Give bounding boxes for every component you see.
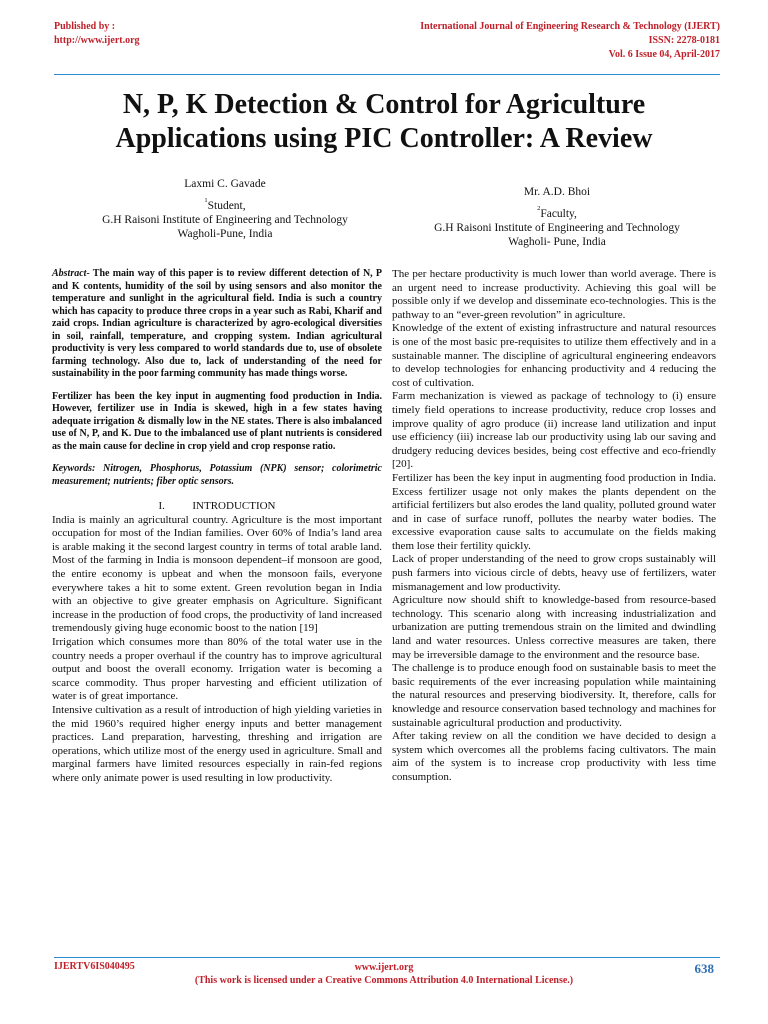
page-number: 638 — [694, 961, 714, 976]
paper-title: N, P, K Detection & Control for Agriculture Applications using PIC Controller: A Review — [115, 89, 653, 154]
author-role: Faculty, — [540, 208, 577, 220]
author-institute: G.H Raisoni Institute of Engineering and Technology — [102, 214, 348, 226]
paper-id: IJERTV6IS040495 — [54, 961, 135, 972]
paragraph: Intensive cultivation as a result of introduction of high yielding varieties in the mid 1960’s required higher energy inputs and better management practices. Land preparation, harvesting, threshing and irrigation are operations, which utilize most of the energy used in agriculture. Small and marginal farmers have limited resources especially in rain-fed regions where only animate power is used resulting in low productivity. — [52, 703, 382, 784]
site-link[interactable]: http://www.ijert.org — [54, 35, 140, 46]
author-1: Laxmi C. Gavade $^1$Student, G.H Raisoni Institute of Engineering and Technology Wagholi-Pune, India — [60, 177, 390, 241]
author-location: Wagholi-Pune, India — [177, 228, 273, 240]
paragraph: Knowledge of the extent of existing infrastructure and natural resources is one of the most basic pre-requisites to utilize them effectively and in a sustainable manner. The discipline of agricultural engineering endeavors to develop technologies for enhancing productivity and 4 reducing the cost of cultivation. — [392, 322, 716, 389]
paragraph: Irrigation which consumes more than 80% of the total water use in the country needs a proper overhaul if the country has to improve agricultural output and boost the overall economy. Irrigation water is becoming a scarce commodity. Thus proper harvesting and efficient utilization of water is of great importance. — [52, 635, 382, 703]
issn: ISSN: 2278-0181 — [648, 35, 720, 46]
license-note: (This work is licensed under a Creative Commons Attribution 4.0 International License.) — [194, 975, 574, 986]
right-column — [392, 268, 716, 785]
paragraph: Fertilizer has been the key input in augmenting food production in India. Excess fertilizer usage not only makes the plants dependent on the artificial fertilizers but also erodes the land quality, polluted ground water and in case of surface runoff, pollutes the nearby water bodies. The excessive evaporation cause salts to accumulate on the fields making them lose their fertility quickly. — [392, 471, 716, 552]
volume-issue: Vol. 6 Issue 04, April-2017 — [608, 49, 720, 60]
footer-center — [0, 961, 768, 987]
abstract-paragraph-2: Fertilizer has been the key input in augmenting food production in India. However, fertilizer use in India is skewed, high in a few states having adequate irrigation & dismally low in the NE states. There is also imbalanced use of N, P, and K. Due to the imbalanced use of plant nutrients is considered as the main cause for decline in crop yield and crop response ratio. — [52, 390, 382, 452]
left-column — [52, 268, 382, 785]
journal-block — [420, 20, 720, 62]
paragraph: The per hectare productivity is much lower than world average. There is an urgent need to increase productivity. Achieving this goal will be possible only if we develop and disseminate eco-technologies. This is the pathway to an “ever-green revolution” in agriculture. — [392, 268, 716, 321]
paragraph: The challenge is to produce enough food on sustainable basis to meet the basic requirements of the ever increasing population while maintaining the natural resources and preserving biodiversity. It, therefore, calls for knowledge and resource conservation based technology and machines for sustainable agricultural production and productivity. — [392, 662, 716, 729]
author-institute: G.H Raisoni Institute of Engineering and Technology — [434, 222, 680, 234]
published-by-label: Published by : — [54, 21, 116, 32]
paragraph: Lack of proper understanding of the need to grow crops sustainably will push farmers into vicious circle of debts, heavy use of fertilizers, water mismanagement and low productivity. — [392, 553, 716, 593]
author-location: Wagholi- Pune, India — [508, 236, 606, 248]
paragraph: Farm mechanization is viewed as package of technology to (i) ensure timely field operations to increase productivity, reduce crop losses and improve quality of agro produce (ii) increase land utilization and input use efficiency (iii) increase lab our productivity using lab our saving and drudgery reducing devices besides, being cost effective and eco-friendly [20]. — [392, 390, 716, 471]
footer-site-link[interactable]: www.ijert.org — [354, 962, 414, 973]
publisher-block — [54, 20, 140, 48]
paragraph: India is mainly an agricultural country. Agriculture is the most important occupation for most of the Indian families. Over 60% of India’s land area is arable making it the second largest country in terms of total arable land. Most of the farming in India is monsoon dependent–if monsoon are good, the entire economy is upbeat and when the monsoon fails, everyone everywhere takes a hit to some extent. Green revolution began in India with an objective to give greater emphasis on Agriculture. Significant increase in the production of food crops, the productivity of land increased tremendously giving huge economic boost to the nation [19] — [52, 513, 382, 635]
header-divider — [54, 74, 720, 75]
abstract-label: Abstract- — [52, 268, 90, 279]
paragraph: After taking review on all the condition we have decided to design a system which overcomes all the problems facing cultivators. The main aim of the system is to increase crop productivity with less time consumption. — [392, 730, 716, 783]
journal-name: International Journal of Engineering Research & Technology (IJERT) — [420, 21, 720, 32]
abstract-paragraph: Abstract- The main way of this paper is to review different detection of N, P and K contents, humidity of the soil by using sensors and also monitor the temperature and sunlight in the agricultural field. India is such a country which has capacity to produce three crops in a year such as Rabi, Kharif and zaid crops. Indian agriculture is characterized by agro-ecological diversities in soil, rainfall, temperature, and cropping system. Indian agricultural productivity is very less compared to world standards due to, use of obsolete farming technology. Also due to, lack of understanding of the need for sustainability in the poor farming community has made things worse. — [52, 268, 382, 379]
keywords: Keywords: Nitrogen, Phosphorus, Potassium (NPK) sensor; colorimetric measurement; nutrients; fiber optic sensors. — [52, 463, 382, 487]
section-heading: I. INTRODUCTION — [158, 500, 276, 512]
author-name: Laxmi C. Gavade — [184, 178, 266, 190]
author-role: Student, — [207, 200, 246, 212]
author-name: Mr. A.D. Bhoi — [523, 186, 591, 198]
paragraph: Agriculture now should shift to knowledge-based from resource-based technology. This scenario along with increasing industrialization and urbanization are putting tremendous strain on the limited and dwindling land and water resources. Unless corrective measures are taken, there may be irreversible damage to the environment and the resource base. — [392, 594, 716, 661]
footer-divider — [54, 957, 720, 958]
author-2: Mr. A.D. Bhoi $^2$Faculty, G.H Raisoni Institute of Engineering and Technology Wagholi- Pune, India — [392, 185, 722, 249]
